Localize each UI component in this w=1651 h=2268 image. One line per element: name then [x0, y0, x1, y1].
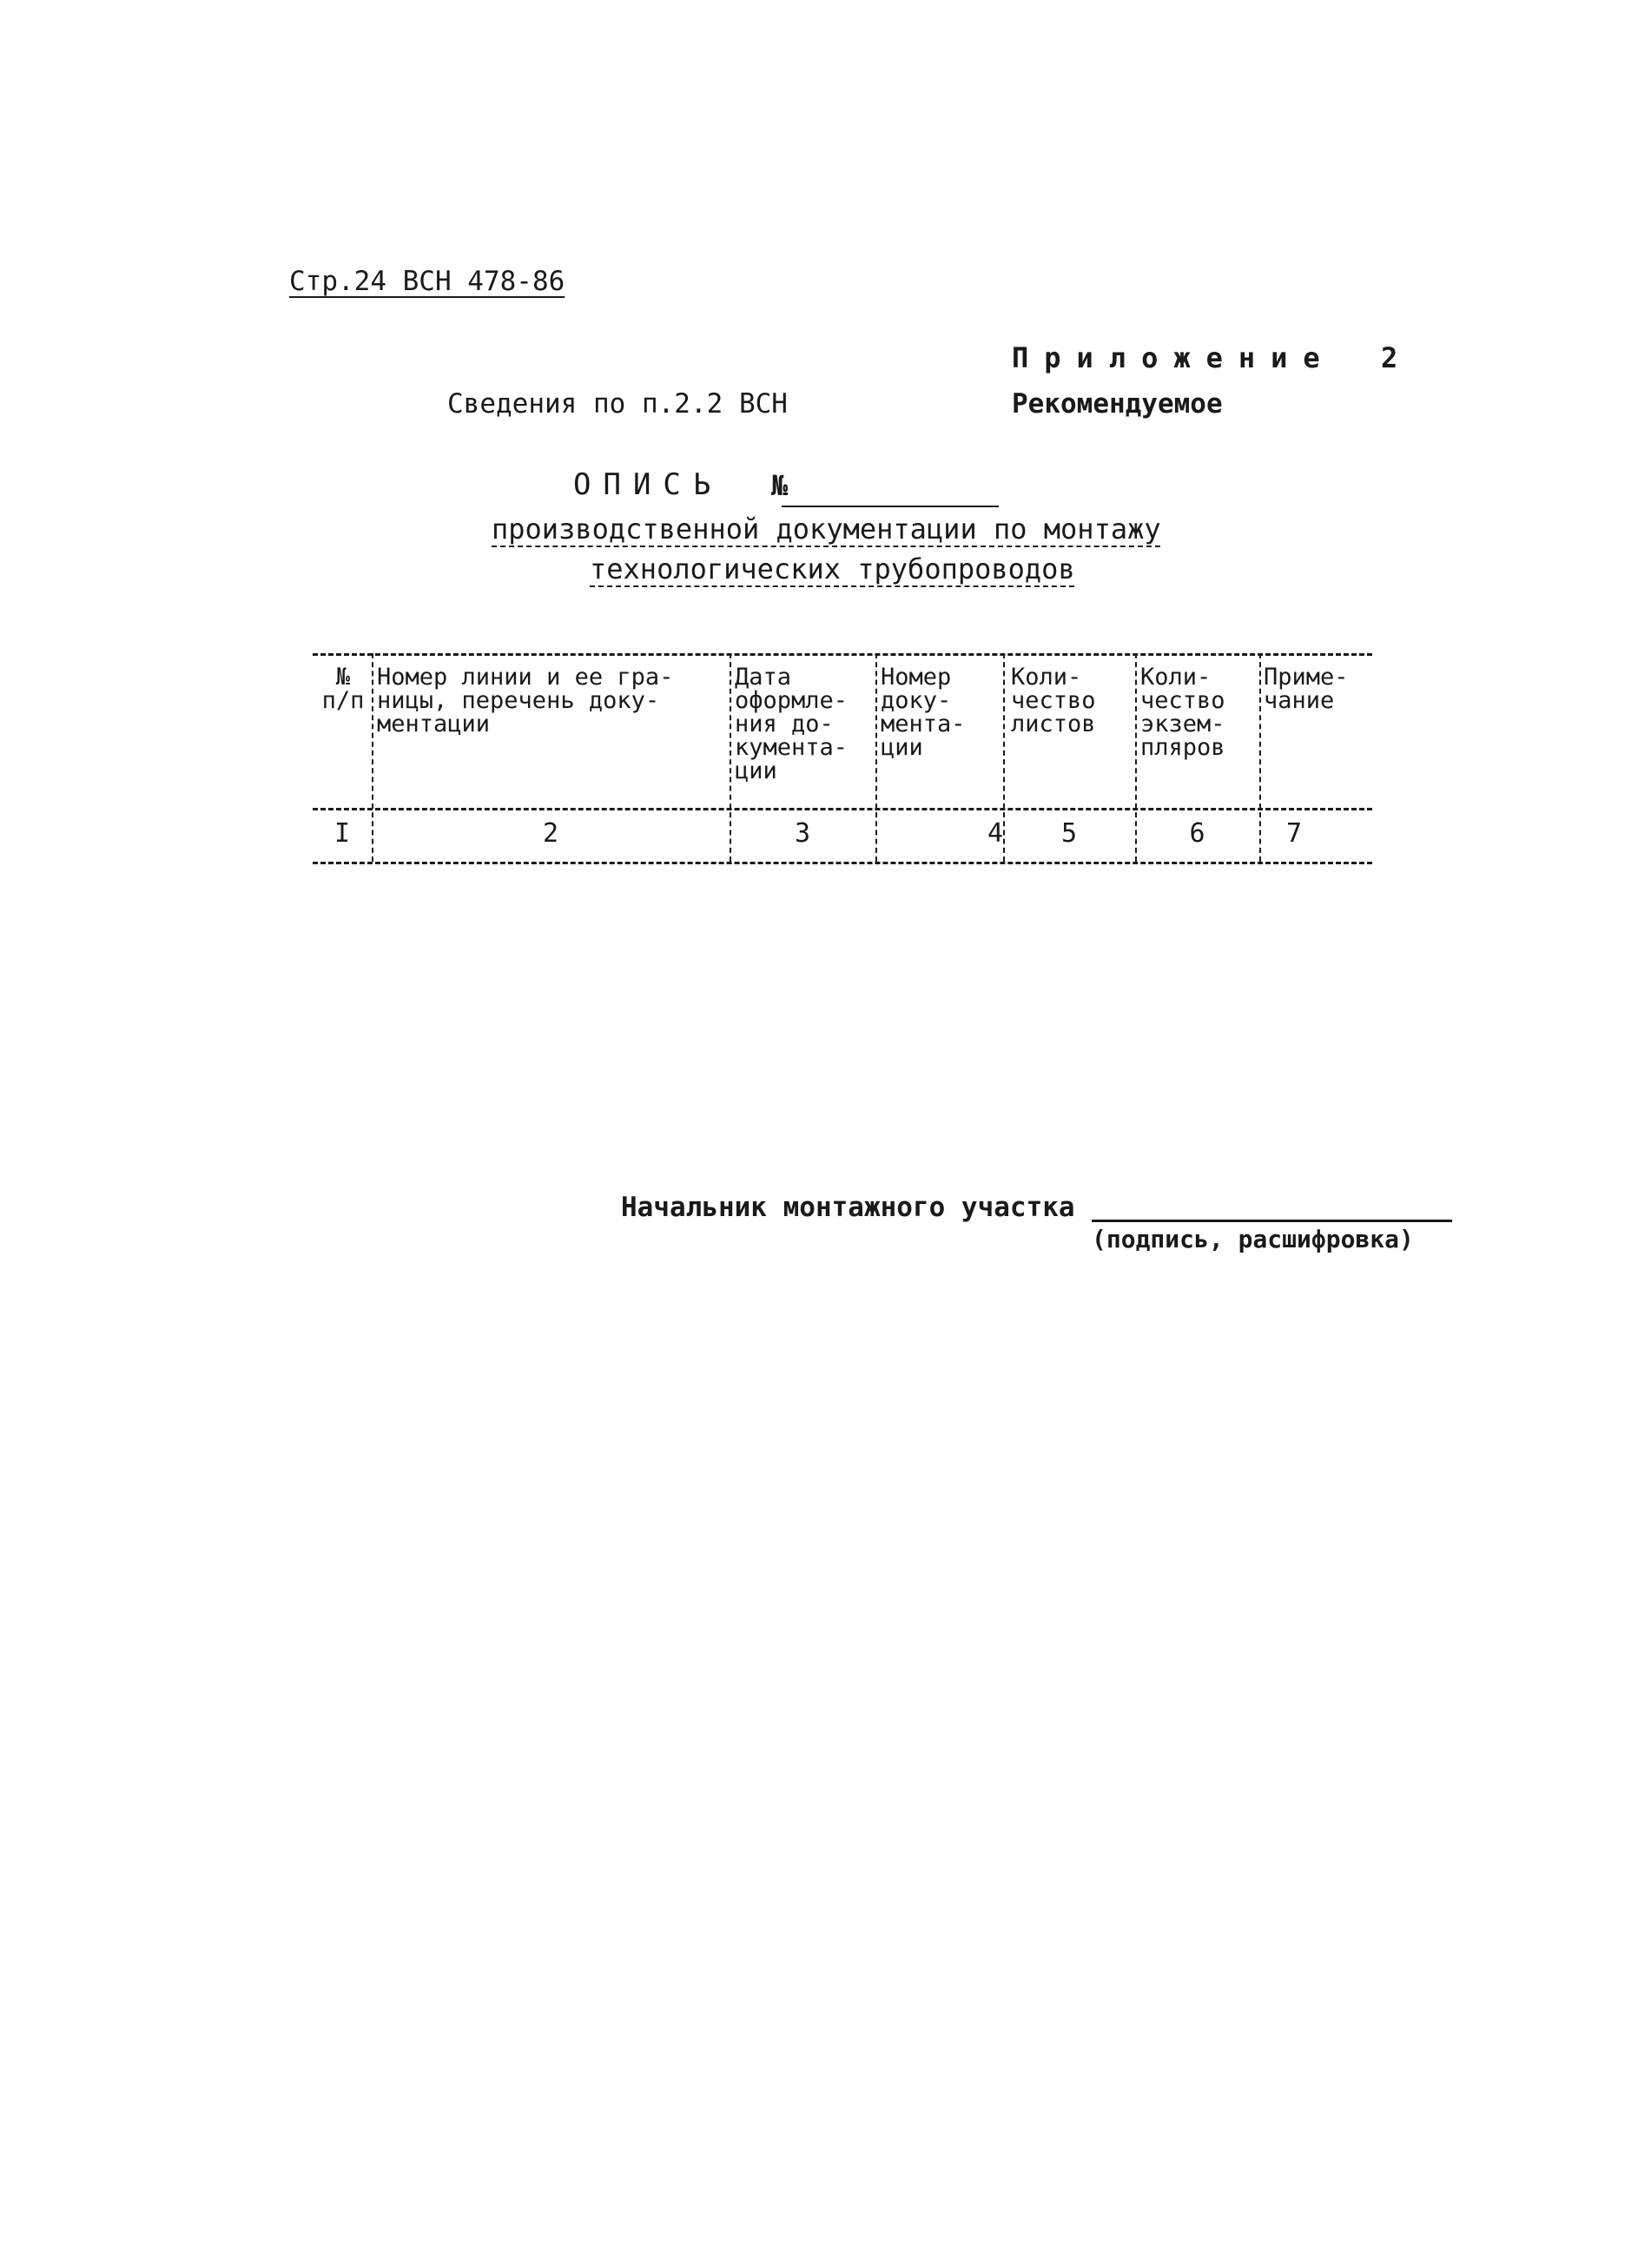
inventory-title: ОПИСЬ [573, 467, 723, 502]
inventory-number-sign: № [771, 469, 789, 502]
header-cell-line: Номер линии и ее гра- ницы, перечень доку- ментации [377, 664, 674, 737]
column-number-cell: 7 [1285, 818, 1303, 849]
column-number-cell: 6 [1189, 818, 1205, 849]
table-top-rule [313, 653, 1372, 656]
inventory-number-blank [782, 506, 999, 507]
table-bottom-rule [313, 862, 1372, 864]
inventory-table [313, 653, 1372, 870]
column-number-cell: 3 [794, 818, 811, 849]
appendix-number: 2 [1381, 341, 1398, 374]
appendix-status: Рекомендуемое [1012, 388, 1223, 420]
column-number-cell: 5 [1060, 818, 1078, 849]
header-cell-sheets: Коли- чество листов [1011, 664, 1096, 737]
header-cell-copies: Коли- чество экзем- пляров [1140, 664, 1225, 761]
inventory-subtitle-line2: технологических трубопроводов [590, 552, 1075, 585]
page-header: Стр.24 ВСН 478-86 [289, 266, 565, 297]
header-cell-number: № п/п [321, 664, 365, 714]
signature-line [1092, 1220, 1452, 1222]
column-number-cell: 2 [542, 818, 559, 849]
column-number-cell: 4 [987, 818, 1003, 849]
header-cell-date: Дата оформле- ния до- кумента- ции [735, 664, 849, 784]
header-cell-doc-number: Номер доку- мента- ции [881, 664, 966, 761]
appendix-title: Приложение [1012, 341, 1336, 374]
signature-caption: (подпись, расшифровка) [1092, 1225, 1414, 1253]
signature-label: Начальник монтажного участка [621, 1192, 1075, 1223]
table-header-rule [313, 808, 1372, 810]
header-cell-note: Приме- чание [1264, 664, 1349, 714]
column-number-cell: I [334, 818, 351, 849]
inventory-subtitle-line1: производственной документации по монтажу [492, 512, 1161, 546]
info-reference: Сведения по п.2.2 ВСН [447, 388, 788, 420]
